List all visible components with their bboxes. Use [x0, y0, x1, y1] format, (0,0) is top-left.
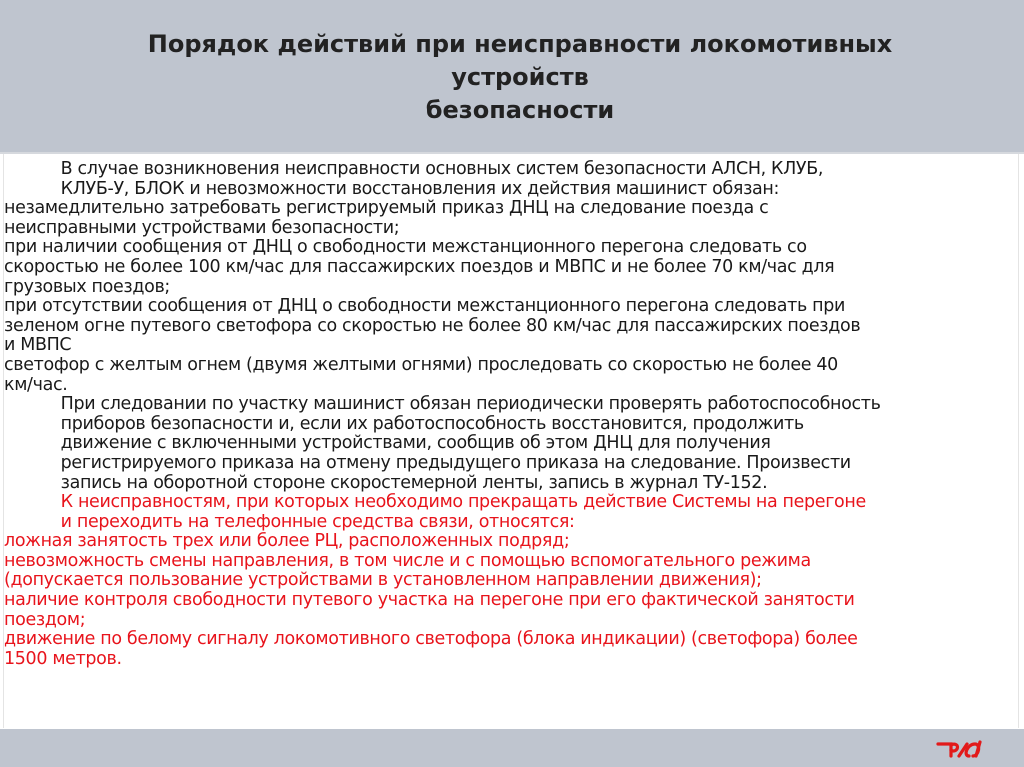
slide-body — [4, 160, 1014, 669]
body-line: 1500 метров. — [4, 648, 122, 669]
body-line: приборов безопасности и, если их работоспособность восстановится, продолжить — [60, 413, 804, 434]
body-line: движение по белому сигналу локомотивного светофора (блока индикации) (светофора) более — [4, 629, 858, 650]
body-line: зеленом огне путевого светофора со скоростью не более 80 км/час для пассажирских поездов — [4, 315, 861, 336]
body-line: КЛУБ-У, БЛОК и невозможности восстановления их действия машинист обязан: — [60, 178, 780, 199]
body-line: К неисправностям, при которых необходимо прекращать действие Системы на перегоне — [60, 492, 866, 513]
body-line: движение с включенными устройствами, сообщив об этом ДНЦ для получения — [60, 433, 771, 454]
footer-band — [0, 729, 1024, 767]
body-line: ложная занятость трех или более РЦ, расположенных подряд; — [4, 531, 570, 552]
body-line: при отсутствии сообщения от ДНЦ о свободности межстанционного перегона следовать при — [4, 296, 845, 317]
title-line: безопасности — [425, 96, 615, 124]
body-line: При следовании по участку машинист обязан периодически проверять работоспособность — [60, 394, 881, 415]
body-line: запись на оборотной стороне скоростемерной ленты, запись в журнал ТУ-152. — [60, 472, 768, 493]
slide-title — [0, 28, 1024, 127]
body-line: регистрируемого приказа на отмену предыдущего приказа на следование. Произвести — [60, 452, 851, 473]
body-line: (допускается пользование устройствами в установленном направлении движения); — [4, 570, 762, 591]
body-line: незамедлительно затребовать регистрируемый приказ ДНЦ на следование поезда с — [4, 198, 769, 219]
body-line: В случае возникновения неисправности основных систем безопасности АЛСН, КЛУБ, — [60, 159, 824, 179]
body-line: невозможность смены направления, в том числе и с помощью вспомогательного режима — [4, 550, 811, 571]
body-line: грузовых поездов; — [4, 276, 170, 297]
body-line: и переходить на телефонные средства связи, относятся: — [60, 511, 575, 532]
body-line: км/час. — [4, 374, 68, 395]
body-line: поездом; — [4, 609, 86, 630]
body-line: светофор с желтым огнем (двумя желтыми огнями) проследовать со скоростью не более 40 — [4, 354, 838, 375]
body-line: при наличии сообщения от ДНЦ о свободности межстанционного перегона следовать со — [4, 237, 807, 258]
title-line: Порядок действий при неисправности локомотивных — [147, 30, 893, 58]
body-line: и МВПС — [4, 335, 72, 356]
body-line: наличие контроля свободности путевого участка на перегоне при его фактической занятости — [4, 590, 855, 611]
body-line: скоростью не более 100 км/час для пассажирских поездов и МВПС и не более 70 км/час для — [4, 256, 835, 277]
title-line: устройств — [451, 63, 589, 91]
body-line: неисправными устройствами безопасности; — [4, 217, 400, 238]
rzd-logo — [935, 738, 987, 760]
